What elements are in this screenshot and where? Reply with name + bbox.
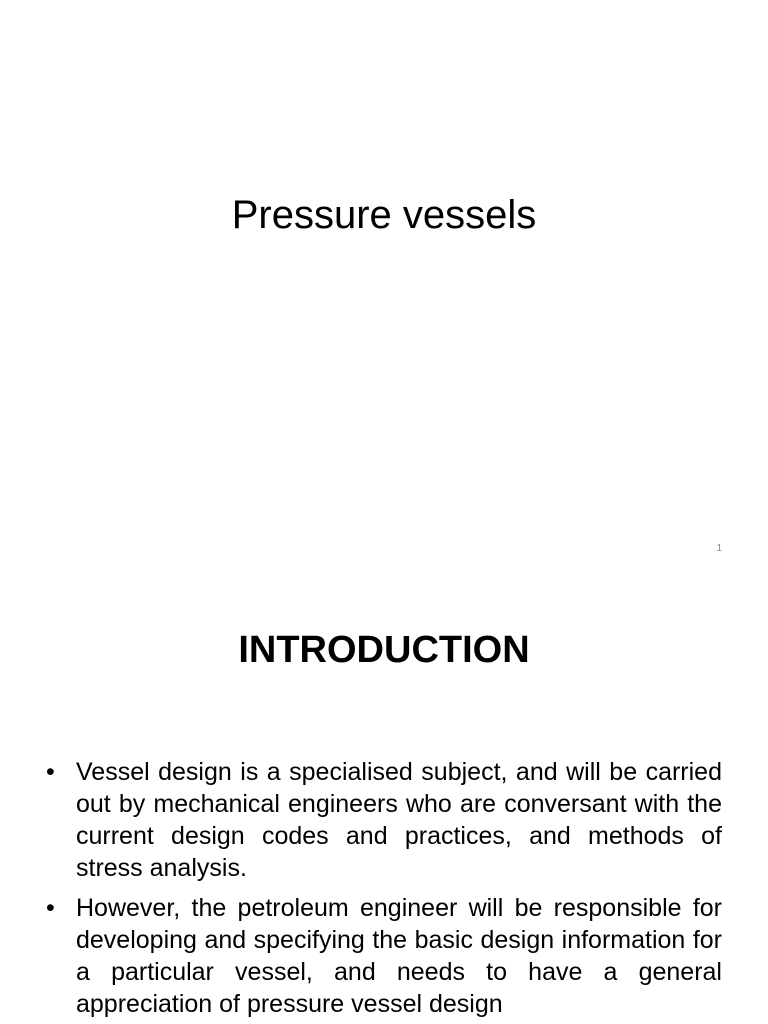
bullet-text: Vessel design is a specialised subject, and will be carried out by mechanical engineers who are conversant with the current design codes and practices, and methods of stress analysis. (76, 758, 722, 882)
bullet-text: However, the petroleum engineer will be responsible for developing and specifying the basic design information for a particular vessel, and needs to have a general appreciation of pressure vessel design (76, 894, 722, 1018)
slide-heading: INTRODUCTION (238, 629, 530, 671)
bullet-icon: • (46, 894, 55, 922)
bullet-list (46, 756, 722, 1024)
bullet-item (46, 892, 722, 1020)
bullet-icon: • (46, 758, 55, 786)
introduction-slide (0, 576, 768, 1024)
slide-title: Pressure vessels (231, 193, 537, 237)
bullet-item (46, 756, 722, 884)
slide-number: 1 (716, 543, 722, 554)
